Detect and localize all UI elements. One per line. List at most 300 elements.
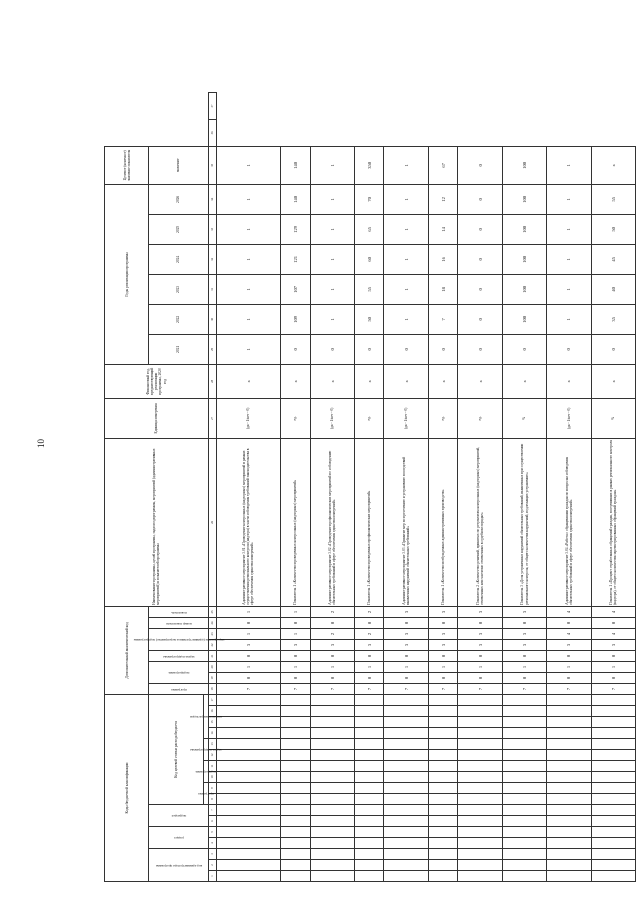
column-index-cell: 31 — [208, 274, 216, 304]
code-cell — [428, 794, 458, 805]
code-cell — [280, 772, 310, 783]
row-unit: % — [591, 398, 635, 438]
code-cell: 1 — [216, 629, 280, 640]
table-row — [458, 93, 502, 882]
column-index-cell: 5 — [208, 827, 216, 838]
code-cell — [384, 827, 428, 838]
row-fin-year: х — [216, 364, 280, 398]
code-cell: 0 — [428, 673, 458, 684]
column-index-cell: 27 — [208, 398, 216, 438]
code-cell: 3 — [547, 640, 591, 651]
code-cell: 4 — [591, 606, 635, 617]
code-cell — [310, 871, 354, 882]
column-index-cell: 1 — [208, 871, 216, 882]
code-cell — [310, 849, 354, 860]
code-cell: 7 — [384, 684, 428, 695]
code-cell — [502, 739, 546, 750]
column-index-cell: 17 — [208, 695, 216, 706]
code-cell — [354, 838, 384, 849]
code-cell — [547, 871, 591, 882]
code-cell — [384, 805, 428, 816]
code-cell: 3 — [216, 640, 280, 651]
code-cell — [354, 728, 384, 739]
code-cell — [310, 772, 354, 783]
code-cell — [384, 750, 428, 761]
row-year-value: 12 — [428, 184, 458, 214]
code-cell — [591, 838, 635, 849]
row-year-value: 0 — [354, 334, 384, 364]
code-cell: 7 — [547, 684, 591, 695]
code-cell: 3 — [384, 640, 428, 651]
row-target: 1 — [384, 146, 428, 184]
code-cell — [428, 816, 458, 827]
code-cell: 0 — [216, 618, 280, 629]
code-cell — [216, 849, 280, 860]
row-year-value: 1 — [547, 184, 591, 214]
code-cell: 4 — [591, 629, 635, 640]
code-cell — [216, 717, 280, 728]
header-year-2023: 2023 — [149, 274, 208, 304]
row-name: Показатель 1 «Количество проведенных профилактических мероприятий» — [354, 438, 384, 606]
row-target: 1 — [310, 146, 354, 184]
code-cell — [216, 706, 280, 717]
code-cell — [458, 816, 502, 827]
row-year-value: 0 — [428, 334, 458, 364]
code-cell: 7 — [591, 684, 635, 695]
code-cell — [280, 739, 310, 750]
code-cell — [591, 750, 635, 761]
code-cell — [280, 761, 310, 772]
header-kbk-subsection-text: подраздел — [171, 814, 186, 819]
column-index-cell: 2 — [208, 860, 216, 871]
code-cell: 0 — [280, 673, 310, 684]
header-kbk-task-text: задача подпрограммы — [190, 748, 222, 753]
row-year-value: 1 — [216, 334, 280, 364]
table-row — [591, 93, 635, 882]
header-kbk-section — [149, 827, 208, 849]
table-row — [428, 93, 458, 882]
code-cell — [310, 761, 354, 772]
header-row-1 — [105, 93, 149, 882]
code-cell — [310, 783, 354, 794]
row-year-value: 40 — [591, 274, 635, 304]
code-cell — [384, 838, 428, 849]
code-cell — [502, 706, 546, 717]
row-year-value: 70 — [354, 184, 384, 214]
code-cell: 7 — [354, 684, 384, 695]
code-cell — [310, 860, 354, 871]
row-year-value: 1 — [216, 274, 280, 304]
code-cell — [428, 739, 458, 750]
code-cell: 7 — [216, 684, 280, 695]
code-cell — [428, 761, 458, 772]
code-cell — [354, 794, 384, 805]
column-index-cell: 24 — [208, 618, 216, 629]
column-index-cell: 37 — [208, 93, 216, 120]
row-name: Административное мероприятие 3.04 «Работа с обращениями граждан по вопросам соблюдения обязательных требований в сфере обеспечения единства измерений» — [547, 438, 591, 606]
row-fin-year: х — [547, 364, 591, 398]
code-cell — [216, 816, 280, 827]
header-years: Годы реализации программы — [105, 184, 149, 364]
row-unit: (да - 1/нет - 0) — [547, 398, 591, 438]
column-index-cell: 15 — [208, 717, 216, 728]
code-cell — [591, 816, 635, 827]
code-cell — [280, 783, 310, 794]
code-cell — [458, 794, 502, 805]
code-cell: 1 — [384, 662, 428, 673]
column-index-row — [208, 93, 216, 882]
header-year-2025: 2025 — [149, 214, 208, 244]
code-cell: 0 — [591, 618, 635, 629]
header-an-program — [149, 684, 208, 695]
row-year-value: 0 — [591, 334, 635, 364]
row-year-value: 0 — [458, 304, 502, 334]
row-year-value: 1 — [310, 184, 354, 214]
code-cell: 0 — [547, 618, 591, 629]
column-index-cell: 26 — [208, 438, 216, 606]
code-cell — [458, 772, 502, 783]
row-year-value: 18 — [428, 274, 458, 304]
code-cell — [384, 794, 428, 805]
row-year-value: 0 — [458, 274, 502, 304]
code-cell: 3 — [428, 606, 458, 617]
header-an-subprogram-text: подпрограмма — [168, 671, 189, 676]
code-cell — [354, 783, 384, 794]
row-name: Показатель 1 «Процент отработанных обращений граждан, поступивших в рамках регионального контроля (надзора), от общего количества зарегистрированных обращений граждан» — [591, 438, 635, 606]
column-index-cell: 34 — [208, 184, 216, 214]
code-cell — [428, 750, 458, 761]
code-cell — [280, 794, 310, 805]
code-cell — [547, 794, 591, 805]
row-year-value: 0 — [384, 334, 428, 364]
code-cell: 1 — [458, 662, 502, 673]
row-year-value: 1 — [216, 304, 280, 334]
code-cell — [458, 695, 502, 706]
code-cell — [458, 750, 502, 761]
code-cell — [310, 794, 354, 805]
table-row — [280, 93, 310, 882]
code-cell: 0 — [384, 618, 428, 629]
code-cell: 0 — [458, 618, 502, 629]
header-year-2026: 2026 — [149, 184, 208, 214]
table-row — [216, 93, 280, 882]
header-kbk-program-text: программа — [198, 792, 214, 797]
column-index-cell: 14 — [208, 728, 216, 739]
header-target: Целевое (конечное) значение показателя — [105, 146, 149, 184]
header-an-activity-no-text: номер показателя — [165, 621, 192, 626]
header-kbk-task — [190, 739, 222, 761]
row-year-value: 1 — [547, 214, 591, 244]
code-cell — [354, 772, 384, 783]
row-fin-year: х — [458, 364, 502, 398]
row-fin-year: х — [384, 364, 428, 398]
row-unit: % — [502, 398, 546, 438]
code-cell — [216, 728, 280, 739]
code-cell — [591, 794, 635, 805]
code-cell: 0 — [310, 618, 354, 629]
column-index-cell: 7 — [208, 805, 216, 816]
row-year-value: 1 — [310, 244, 354, 274]
code-cell — [280, 860, 310, 871]
row-year-value: 50 — [354, 304, 384, 334]
code-cell — [428, 871, 458, 882]
code-cell — [547, 706, 591, 717]
row-year-value: 35 — [591, 304, 635, 334]
code-cell — [280, 816, 310, 827]
header-an-activity-text: мероприятие (административное мероприятие) подпрограммы — [133, 638, 224, 643]
code-cell — [428, 706, 458, 717]
code-cell: 0 — [216, 673, 280, 684]
code-cell — [591, 717, 635, 728]
code-cell — [354, 717, 384, 728]
column-index-cell: 3 — [208, 849, 216, 860]
code-cell — [280, 871, 310, 882]
code-cell — [428, 827, 458, 838]
row-target: 1 — [547, 146, 591, 184]
code-cell: 3 — [280, 640, 310, 651]
row-target: х — [591, 146, 635, 184]
row-year-value: 14 — [428, 214, 458, 244]
code-cell: 3 — [458, 606, 502, 617]
row-unit: ед. — [458, 398, 502, 438]
header-kbk-program — [198, 783, 214, 805]
code-cell: 1 — [502, 662, 546, 673]
header-unit: Единица измерения — [105, 398, 209, 438]
code-cell — [591, 805, 635, 816]
code-cell — [502, 871, 546, 882]
row-year-value: 1 — [384, 184, 428, 214]
code-cell: 3 — [458, 640, 502, 651]
code-cell — [547, 849, 591, 860]
code-cell: 7 — [280, 684, 310, 695]
code-cell — [547, 717, 591, 728]
code-cell: 3 — [310, 640, 354, 651]
code-cell: 3 — [384, 606, 428, 617]
code-cell — [280, 805, 310, 816]
code-cell: 4 — [547, 606, 591, 617]
code-cell — [310, 838, 354, 849]
code-cell — [547, 728, 591, 739]
code-cell — [216, 860, 280, 871]
row-year-value: 100 — [502, 214, 546, 244]
header-an-activity-no — [149, 618, 208, 629]
header-kbk-subprogram-text: подпрограмма — [195, 770, 217, 775]
column-index-cell: 30 — [208, 304, 216, 334]
row-year-value: 140 — [280, 184, 310, 214]
row-year-value: 55 — [354, 274, 384, 304]
code-cell: 2 — [354, 606, 384, 617]
row-year-value: 16 — [428, 244, 458, 274]
code-cell — [547, 816, 591, 827]
row-year-value: 1 — [310, 304, 354, 334]
code-cell — [502, 772, 546, 783]
code-cell — [354, 739, 384, 750]
code-cell — [384, 849, 428, 860]
row-unit: ед. — [428, 398, 458, 438]
column-index-cell: 13 — [208, 739, 216, 750]
row-year-value: 100 — [502, 244, 546, 274]
code-cell — [591, 706, 635, 717]
header-an-indicator — [149, 606, 208, 617]
code-cell — [384, 739, 428, 750]
code-cell — [428, 717, 458, 728]
code-cell — [547, 761, 591, 772]
column-index-cell: 36 — [208, 119, 216, 146]
row-name: Административное мероприятие 3.02 «Проведение профилактических мероприятий по соблюдению обязательных требований в сфере обеспечения единства измерений» — [310, 438, 354, 606]
code-cell: 1 — [591, 662, 635, 673]
code-cell — [591, 860, 635, 871]
code-cell — [547, 827, 591, 838]
table-row — [502, 93, 546, 882]
code-cell: 0 — [591, 673, 635, 684]
code-cell — [547, 860, 591, 871]
code-cell — [354, 860, 384, 871]
row-target: 140 — [280, 146, 310, 184]
row-target: 1 — [216, 146, 280, 184]
code-cell — [547, 695, 591, 706]
code-cell — [354, 827, 384, 838]
code-cell — [591, 827, 635, 838]
row-fin-year: х — [354, 364, 384, 398]
code-cell — [547, 739, 591, 750]
row-year-value: 1 — [547, 274, 591, 304]
table-row — [384, 93, 428, 882]
code-cell — [502, 783, 546, 794]
column-index-cell: 11 — [208, 761, 216, 772]
code-cell — [428, 728, 458, 739]
row-name: Административное мероприятие 3.03 «Принятие мер по пресечению и устранению последствий выявленных нарушений обязательных требований» — [384, 438, 428, 606]
code-cell: 1 — [280, 662, 310, 673]
row-fin-year: х — [591, 364, 635, 398]
row-year-value: 65 — [354, 214, 384, 244]
code-cell — [354, 695, 384, 706]
code-cell — [428, 860, 458, 871]
code-cell — [384, 706, 428, 717]
code-cell — [280, 717, 310, 728]
code-cell — [384, 717, 428, 728]
code-cell: 1 — [354, 662, 384, 673]
code-cell — [384, 772, 428, 783]
row-target: 100 — [502, 146, 546, 184]
row-year-value: 0 — [280, 334, 310, 364]
row-name: Показатель 1 «Количество проведенных контрольных (надзорных) мероприятий» — [280, 438, 310, 606]
code-cell — [547, 750, 591, 761]
code-cell — [502, 717, 546, 728]
code-cell — [458, 860, 502, 871]
code-cell — [384, 761, 428, 772]
code-cell — [591, 761, 635, 772]
code-cell — [310, 750, 354, 761]
code-cell: 1 — [280, 606, 310, 617]
code-cell: 3 — [502, 629, 546, 640]
code-cell — [354, 761, 384, 772]
code-cell — [216, 695, 280, 706]
code-cell: 0 — [216, 651, 280, 662]
row-name: Административное мероприятие 3.01 «Проведение контрольных (надзорных) мероприятий в рамках осуществления регионального контроля (надзора) в части соблюдения требований законодательства в сфере обеспечения единства измерений» — [216, 438, 280, 606]
row-year-value: 1 — [216, 184, 280, 214]
header-an-task-text: задача подпрограммы — [162, 654, 195, 659]
code-cell — [280, 827, 310, 838]
column-index-cell: 16 — [208, 706, 216, 717]
code-cell — [280, 728, 310, 739]
row-unit: (да - 1/нет - 0) — [384, 398, 428, 438]
code-cell — [384, 816, 428, 827]
row-year-value: 107 — [280, 274, 310, 304]
column-index-cell: 19 — [208, 673, 216, 684]
code-cell — [502, 827, 546, 838]
table-row — [310, 93, 354, 882]
row-year-value: 109 — [280, 304, 310, 334]
column-index-cell: 35 — [208, 146, 216, 184]
page-number: 10 — [36, 439, 46, 448]
code-cell — [354, 849, 384, 860]
code-cell: 0 — [458, 673, 502, 684]
code-cell — [458, 871, 502, 882]
code-cell — [502, 750, 546, 761]
header-an-activity — [133, 629, 224, 651]
code-cell — [547, 838, 591, 849]
row-year-value: 121 — [280, 244, 310, 274]
column-index-cell: 12 — [208, 750, 216, 761]
row-unit: (да - 1/нет - 0) — [216, 398, 280, 438]
code-cell: 0 — [547, 673, 591, 684]
header-target-value: значение — [149, 146, 208, 184]
code-cell — [502, 761, 546, 772]
code-cell — [458, 739, 502, 750]
header-kbk: Коды бюджетной классификации — [105, 695, 149, 882]
code-cell — [591, 849, 635, 860]
code-cell: 3 — [384, 629, 428, 640]
code-cell: 0 — [502, 618, 546, 629]
code-cell: 0 — [458, 651, 502, 662]
column-index-cell: 18 — [208, 684, 216, 695]
column-index-cell: 22 — [208, 640, 216, 651]
code-cell — [280, 750, 310, 761]
code-cell: 0 — [428, 651, 458, 662]
code-cell — [354, 805, 384, 816]
code-cell — [458, 717, 502, 728]
row-year-value: 0 — [458, 184, 502, 214]
row-year-value: 1 — [310, 214, 354, 244]
code-cell: 7 — [458, 684, 502, 695]
code-cell: 0 — [354, 651, 384, 662]
code-cell — [458, 805, 502, 816]
code-cell: 1 — [547, 662, 591, 673]
code-cell — [502, 728, 546, 739]
row-year-value: 0 — [502, 334, 546, 364]
code-cell: 0 — [310, 651, 354, 662]
code-cell — [428, 772, 458, 783]
code-cell: 3 — [428, 629, 458, 640]
code-cell — [547, 783, 591, 794]
row-fin-year: х — [280, 364, 310, 398]
row-year-value: 1 — [384, 304, 428, 334]
code-cell — [216, 750, 280, 761]
code-cell — [502, 695, 546, 706]
row-year-value: 100 — [502, 184, 546, 214]
header-kbk-expense-dir — [189, 695, 222, 739]
code-cell — [502, 838, 546, 849]
code-cell — [280, 706, 310, 717]
code-cell — [216, 772, 280, 783]
code-cell — [310, 728, 354, 739]
code-cell — [428, 849, 458, 860]
code-cell — [458, 849, 502, 860]
code-cell: 0 — [428, 618, 458, 629]
code-cell — [591, 728, 635, 739]
column-index-cell: 4 — [208, 838, 216, 849]
code-cell — [280, 838, 310, 849]
